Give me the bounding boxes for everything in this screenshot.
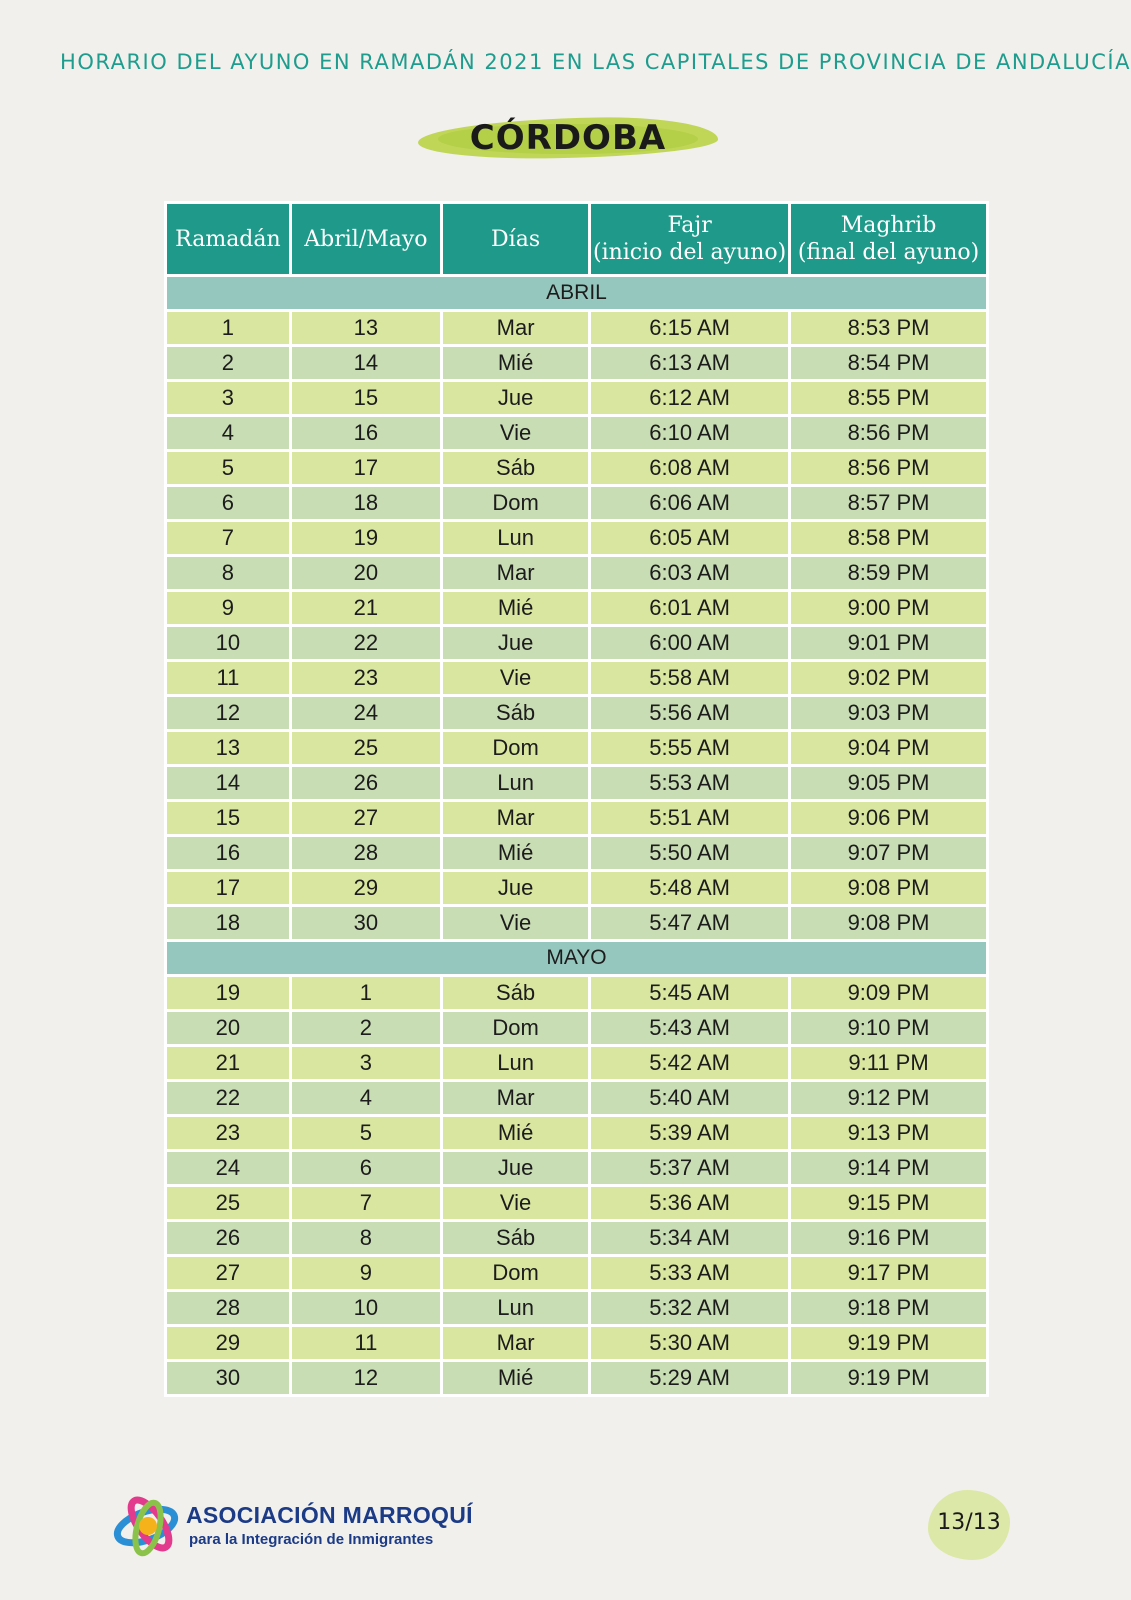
weekday-cell: Lun: [442, 766, 590, 801]
date-cell: 7: [290, 1186, 441, 1221]
table-row: [166, 906, 988, 941]
table-row: [166, 1291, 988, 1326]
date-cell: 17: [290, 451, 441, 486]
table-row: [166, 311, 988, 346]
weekday-cell: Vie: [442, 416, 590, 451]
fajr-time-cell: 5:33 AM: [590, 1256, 790, 1291]
table-row: [166, 836, 988, 871]
ramadan-day-cell: 5: [166, 451, 291, 486]
maghrib-time-cell: 9:00 PM: [790, 591, 988, 626]
maghrib-time-cell: 9:06 PM: [790, 801, 988, 836]
weekday-cell: Mar: [442, 311, 590, 346]
table-row: [166, 801, 988, 836]
ramadan-day-cell: 1: [166, 311, 291, 346]
fajr-time-cell: 5:56 AM: [590, 696, 790, 731]
fajr-time-cell: 5:53 AM: [590, 766, 790, 801]
date-cell: 18: [290, 486, 441, 521]
table-row: [166, 1081, 988, 1116]
weekday-cell: Dom: [442, 1256, 590, 1291]
table-row: [166, 591, 988, 626]
ramadan-day-cell: 23: [166, 1116, 291, 1151]
ramadan-day-cell: 10: [166, 626, 291, 661]
table-row: [166, 976, 988, 1011]
date-cell: 27: [290, 801, 441, 836]
fajr-time-cell: 6:05 AM: [590, 521, 790, 556]
date-cell: 2: [290, 1011, 441, 1046]
maghrib-time-cell: 8:56 PM: [790, 416, 988, 451]
table-row: [166, 381, 988, 416]
org-subtitle: para la Integración de Inmigrantes: [189, 1531, 434, 1548]
fajr-time-cell: 5:30 AM: [590, 1326, 790, 1361]
fajr-time-cell: 5:34 AM: [590, 1221, 790, 1256]
weekday-cell: Dom: [442, 486, 590, 521]
header-abril-mayo: Abril/Mayo: [290, 203, 441, 276]
maghrib-time-cell: 8:55 PM: [790, 381, 988, 416]
maghrib-time-cell: 8:57 PM: [790, 486, 988, 521]
weekday-cell: Mié: [442, 836, 590, 871]
fajr-time-cell: 5:37 AM: [590, 1151, 790, 1186]
fajr-time-cell: 6:08 AM: [590, 451, 790, 486]
ramadan-day-cell: 17: [166, 871, 291, 906]
maghrib-time-cell: 9:03 PM: [790, 696, 988, 731]
maghrib-time-cell: 9:08 PM: [790, 871, 988, 906]
maghrib-time-cell: 9:07 PM: [790, 836, 988, 871]
ramadan-day-cell: 12: [166, 696, 291, 731]
table-row: [166, 731, 988, 766]
ramadan-day-cell: 28: [166, 1291, 291, 1326]
fajr-time-cell: 5:39 AM: [590, 1116, 790, 1151]
maghrib-time-cell: 8:54 PM: [790, 346, 988, 381]
table-row: [166, 1186, 988, 1221]
date-cell: 19: [290, 521, 441, 556]
maghrib-time-cell: 9:19 PM: [790, 1361, 988, 1396]
ramadan-day-cell: 9: [166, 591, 291, 626]
month-row-abril: [166, 276, 988, 311]
date-cell: 10: [290, 1291, 441, 1326]
maghrib-time-cell: 9:18 PM: [790, 1291, 988, 1326]
table-row: [166, 1221, 988, 1256]
maghrib-time-cell: 8:58 PM: [790, 521, 988, 556]
header-dias: Días: [442, 203, 590, 276]
ramadan-day-cell: 25: [166, 1186, 291, 1221]
weekday-cell: Vie: [442, 1186, 590, 1221]
header-row: [166, 203, 988, 276]
weekday-cell: Vie: [442, 661, 590, 696]
table-row: [166, 521, 988, 556]
fajr-time-cell: 5:40 AM: [590, 1081, 790, 1116]
weekday-cell: Dom: [442, 1011, 590, 1046]
weekday-cell: Jue: [442, 381, 590, 416]
date-cell: 26: [290, 766, 441, 801]
ramadan-day-cell: 7: [166, 521, 291, 556]
date-cell: 21: [290, 591, 441, 626]
fajr-time-cell: 5:50 AM: [590, 836, 790, 871]
maghrib-time-cell: 9:10 PM: [790, 1011, 988, 1046]
maghrib-time-cell: 9:11 PM: [790, 1046, 988, 1081]
month-row-mayo: [166, 941, 988, 976]
table-row: [166, 1326, 988, 1361]
weekday-cell: Jue: [442, 871, 590, 906]
maghrib-time-cell: 8:53 PM: [790, 311, 988, 346]
weekday-cell: Mié: [442, 346, 590, 381]
ramadan-day-cell: 15: [166, 801, 291, 836]
org-name: ASOCIACIÓN MARROQUÍ: [186, 1502, 473, 1528]
ramadan-day-cell: 18: [166, 906, 291, 941]
table-row: [166, 696, 988, 731]
weekday-cell: Mié: [442, 1116, 590, 1151]
fajr-time-cell: 6:13 AM: [590, 346, 790, 381]
maghrib-time-cell: 9:02 PM: [790, 661, 988, 696]
table-row: [166, 661, 988, 696]
ramadan-day-cell: 11: [166, 661, 291, 696]
fasting-schedule-table: [164, 201, 989, 1397]
date-cell: 4: [290, 1081, 441, 1116]
weekday-cell: Sáb: [442, 451, 590, 486]
date-cell: 9: [290, 1256, 441, 1291]
ramadan-day-cell: 22: [166, 1081, 291, 1116]
fajr-time-cell: 5:32 AM: [590, 1291, 790, 1326]
fajr-time-cell: 6:03 AM: [590, 556, 790, 591]
table-row: [166, 766, 988, 801]
weekday-cell: Mar: [442, 556, 590, 591]
maghrib-time-cell: 8:56 PM: [790, 451, 988, 486]
date-cell: 14: [290, 346, 441, 381]
weekday-cell: Mar: [442, 1081, 590, 1116]
header-ramadan: Ramadán: [166, 203, 291, 276]
weekday-cell: Vie: [442, 906, 590, 941]
ramadan-day-cell: 8: [166, 556, 291, 591]
date-cell: 6: [290, 1151, 441, 1186]
page-title: HORARIO DEL AYUNO EN RAMADÁN 2021 EN LAS CAPITALES DE PROVINCIA DE ANDALUCÍA: [60, 50, 1131, 74]
fajr-time-cell: 5:29 AM: [590, 1361, 790, 1396]
weekday-cell: Lun: [442, 521, 590, 556]
date-cell: 13: [290, 311, 441, 346]
date-cell: 12: [290, 1361, 441, 1396]
maghrib-time-cell: 9:19 PM: [790, 1326, 988, 1361]
date-cell: 8: [290, 1221, 441, 1256]
ramadan-day-cell: 16: [166, 836, 291, 871]
table-row: [166, 1046, 988, 1081]
fajr-time-cell: 6:00 AM: [590, 626, 790, 661]
weekday-cell: Mar: [442, 1326, 590, 1361]
ramadan-day-cell: 27: [166, 1256, 291, 1291]
maghrib-time-cell: 9:01 PM: [790, 626, 988, 661]
table-row: [166, 486, 988, 521]
weekday-cell: Lun: [442, 1291, 590, 1326]
maghrib-time-cell: 9:17 PM: [790, 1256, 988, 1291]
ramadan-day-cell: 20: [166, 1011, 291, 1046]
table-row: [166, 1256, 988, 1291]
ramadan-day-cell: 3: [166, 381, 291, 416]
fajr-time-cell: 5:58 AM: [590, 661, 790, 696]
weekday-cell: Dom: [442, 731, 590, 766]
table-row: [166, 346, 988, 381]
date-cell: 28: [290, 836, 441, 871]
maghrib-time-cell: 9:12 PM: [790, 1081, 988, 1116]
date-cell: 15: [290, 381, 441, 416]
weekday-cell: Lun: [442, 1046, 590, 1081]
table-row: [166, 1151, 988, 1186]
fajr-time-cell: 5:45 AM: [590, 976, 790, 1011]
maghrib-time-cell: 9:16 PM: [790, 1221, 988, 1256]
table-row: [166, 1361, 988, 1396]
header-fajr: Fajr (inicio del ayuno): [590, 203, 790, 276]
date-cell: 22: [290, 626, 441, 661]
fajr-time-cell: 5:47 AM: [590, 906, 790, 941]
date-cell: 11: [290, 1326, 441, 1361]
maghrib-time-cell: 9:15 PM: [790, 1186, 988, 1221]
date-cell: 16: [290, 416, 441, 451]
ramadan-day-cell: 4: [166, 416, 291, 451]
date-cell: 1: [290, 976, 441, 1011]
date-cell: 5: [290, 1116, 441, 1151]
ramadan-day-cell: 6: [166, 486, 291, 521]
schedule-body: [166, 276, 988, 1396]
header-maghrib: Maghrib (final del ayuno): [790, 203, 988, 276]
date-cell: 29: [290, 871, 441, 906]
maghrib-time-cell: 9:08 PM: [790, 906, 988, 941]
fajr-time-cell: 5:51 AM: [590, 801, 790, 836]
ramadan-day-cell: 21: [166, 1046, 291, 1081]
weekday-cell: Sáb: [442, 696, 590, 731]
date-cell: 30: [290, 906, 441, 941]
fajr-time-cell: 5:42 AM: [590, 1046, 790, 1081]
table-row: [166, 416, 988, 451]
date-cell: 25: [290, 731, 441, 766]
date-cell: 24: [290, 696, 441, 731]
date-cell: 23: [290, 661, 441, 696]
table-row: [166, 871, 988, 906]
ramadan-day-cell: 19: [166, 976, 291, 1011]
page-number-badge: [928, 1490, 1014, 1560]
weekday-cell: Jue: [442, 626, 590, 661]
date-cell: 3: [290, 1046, 441, 1081]
ramadan-day-cell: 14: [166, 766, 291, 801]
ramadan-day-cell: 26: [166, 1221, 291, 1256]
ramadan-day-cell: 24: [166, 1151, 291, 1186]
maghrib-time-cell: 9:09 PM: [790, 976, 988, 1011]
fajr-time-cell: 5:55 AM: [590, 731, 790, 766]
fajr-time-cell: 5:36 AM: [590, 1186, 790, 1221]
fajr-time-cell: 6:10 AM: [590, 416, 790, 451]
fajr-time-cell: 6:12 AM: [590, 381, 790, 416]
ramadan-day-cell: 2: [166, 346, 291, 381]
maghrib-time-cell: 8:59 PM: [790, 556, 988, 591]
maghrib-time-cell: 9:05 PM: [790, 766, 988, 801]
fajr-time-cell: 6:06 AM: [590, 486, 790, 521]
table-row: [166, 1116, 988, 1151]
fajr-time-cell: 6:15 AM: [590, 311, 790, 346]
maghrib-time-cell: 9:14 PM: [790, 1151, 988, 1186]
table-row: [166, 556, 988, 591]
ramadan-day-cell: 13: [166, 731, 291, 766]
fajr-time-cell: 5:48 AM: [590, 871, 790, 906]
maghrib-time-cell: 9:04 PM: [790, 731, 988, 766]
fajr-time-cell: 6:01 AM: [590, 591, 790, 626]
ramadan-day-cell: 29: [166, 1326, 291, 1361]
asociacion-logo-icon: [108, 1486, 188, 1562]
date-cell: 20: [290, 556, 441, 591]
weekday-cell: Jue: [442, 1151, 590, 1186]
weekday-cell: Sáb: [442, 1221, 590, 1256]
city-heading: [418, 110, 718, 168]
ramadan-day-cell: 30: [166, 1361, 291, 1396]
table-row: [166, 1011, 988, 1046]
fajr-time-cell: 5:43 AM: [590, 1011, 790, 1046]
weekday-cell: Sáb: [442, 976, 590, 1011]
table-row: [166, 451, 988, 486]
weekday-cell: Mié: [442, 591, 590, 626]
page-number: 13/13: [937, 1510, 1001, 1535]
table-row: [166, 626, 988, 661]
maghrib-time-cell: 9:13 PM: [790, 1116, 988, 1151]
city-name: CÓRDOBA: [469, 118, 667, 158]
month-label: ABRIL: [166, 276, 988, 311]
month-label: MAYO: [166, 941, 988, 976]
weekday-cell: Mié: [442, 1361, 590, 1396]
weekday-cell: Mar: [442, 801, 590, 836]
